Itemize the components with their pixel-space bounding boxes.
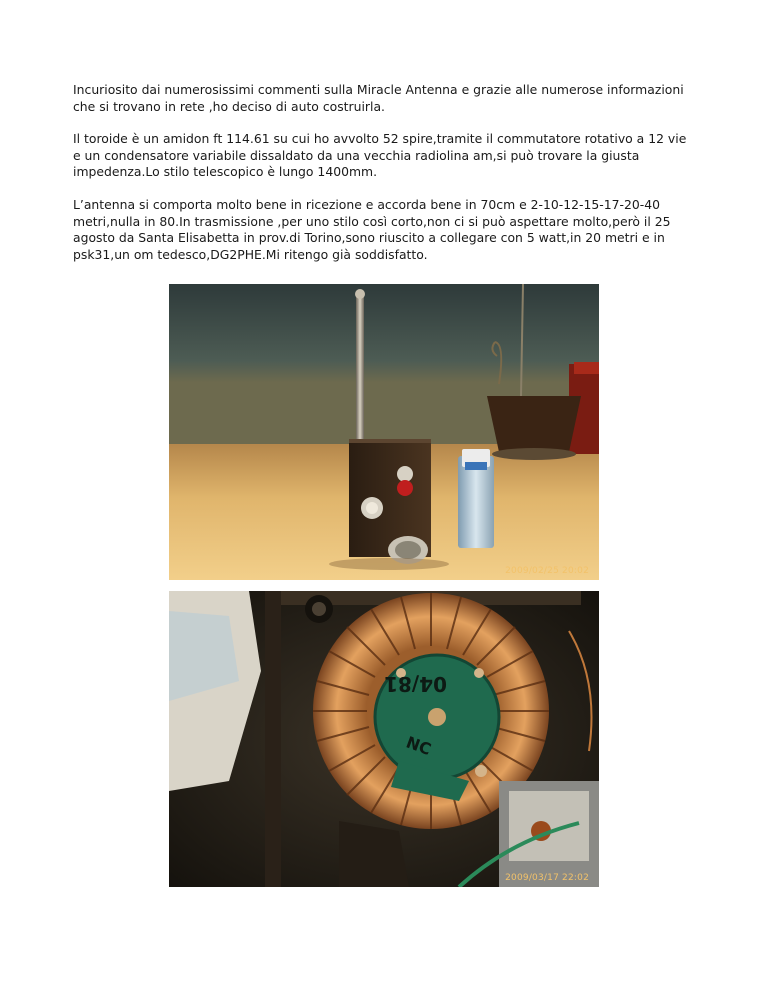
paragraph-text: L’antenna si comporta molto bene in ricezione e accorda bene in 70cm e 2-10-12-15-17-20-40 metri,nulla in 80.In trasmissione ,per uno stilo così corto,non ci si può aspettare molto,però il 25 agosto da Santa Elisabetta in prov.di Torino,sono riuscito a collegare con 5 watt,in 20 metri e in psk31,un om tedesco,DG2PHE.Mi ritengo già soddisfatto. [73,197,671,262]
board-label-rotated: 04/81 [384,672,447,696]
toroid-photo-illustration [169,591,599,887]
paragraph-performance [73,197,695,263]
toroid-photo [169,591,599,887]
paragraph-text: Il toroide è un amidon ft 114.61 su cui ho avvolto 52 spire,tramite il commutatore rotativo a 12 vie e un condensatore variabile dissaldato da una vecchia radiolina am,si può trovare la giusta impedenza.Lo stilo telescopico è lungo 1400mm. [73,131,687,179]
antenna-photo-illustration [169,284,599,580]
paragraph-toroid [73,131,695,181]
antenna-photo [169,284,599,580]
photo-timestamp: 2009/02/25 20:02 [505,566,589,576]
photo-timestamp: 2009/03/17 22:02 [505,873,589,883]
board-label-nc: NC [403,732,434,759]
paragraph-intro [73,82,695,115]
paragraph-text: Incuriosito dai numerosissimi commenti sulla Miracle Antenna e grazie alle numerose informazioni che si trovano in rete ,ho deciso di auto costruirla. [73,82,684,114]
